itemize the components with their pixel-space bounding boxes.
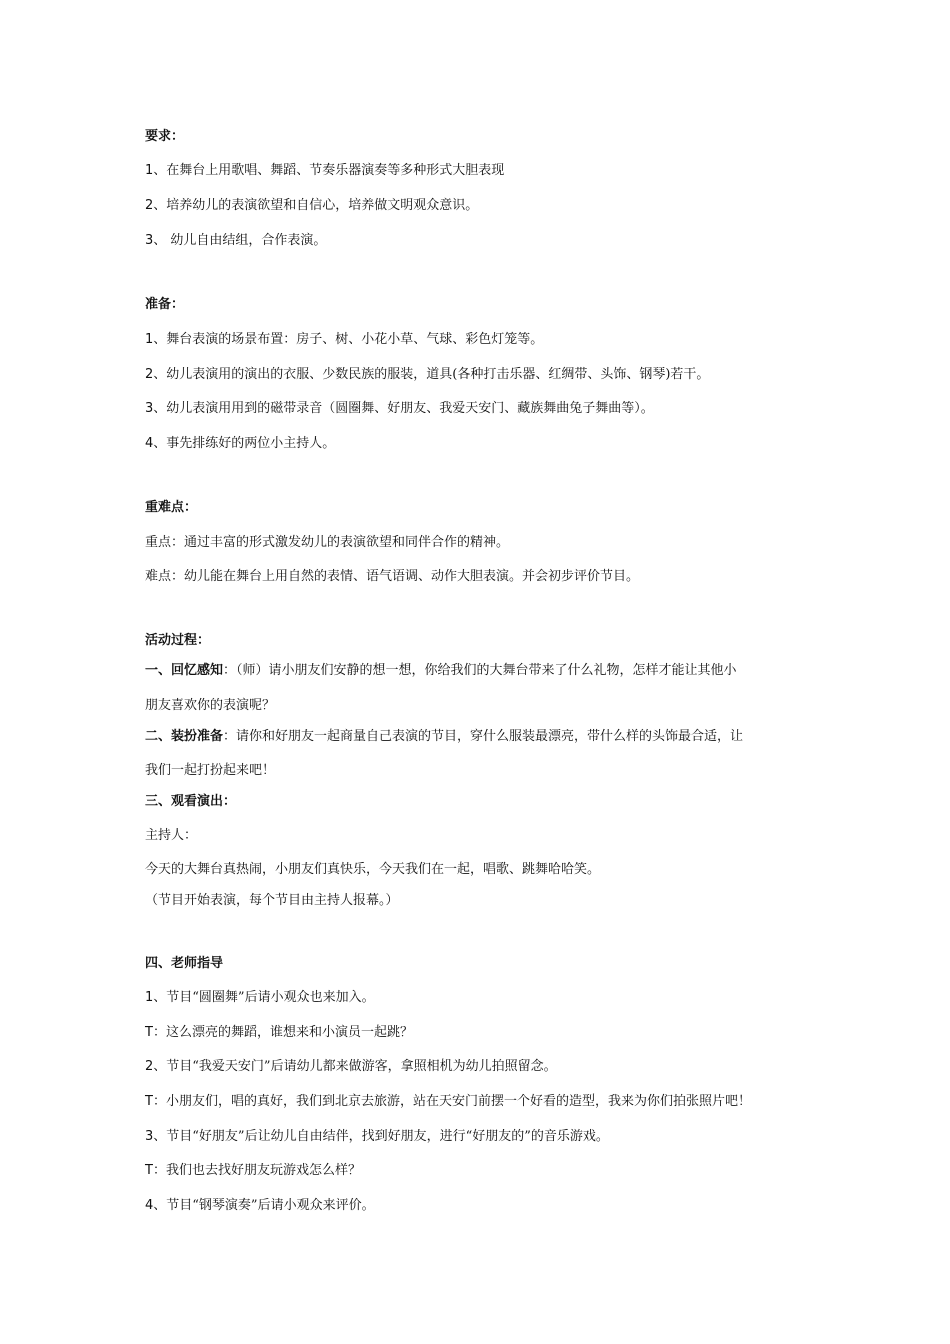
item-number: 4、 [145, 436, 167, 451]
process-step-3: 三、观看演出： [145, 794, 237, 809]
process-step-1 [145, 662, 737, 680]
host-line: 今天的大舞台真热闹，小朋友们真快乐，今天我们在一起，唱歌、跳舞哈哈笑。 [145, 862, 601, 877]
line-prefix: T [145, 1094, 153, 1109]
guidance-line [145, 1128, 609, 1146]
process-step-2 [145, 728, 743, 746]
item-text: 在舞台上用歌唱、舞蹈、节奏乐器演奏等多种形式大胆表现 [166, 163, 505, 178]
requirement-item [145, 232, 326, 250]
line-prefix: T [145, 1025, 153, 1040]
process-step-1-continued: 朋友喜欢你的表演呢？ [145, 698, 276, 713]
item-text: 幼儿表演用的演出的衣服、少数民族的服装，道具(各种打击乐器、红绸带、头饰、钢琴)若干。 [166, 367, 710, 382]
guidance-heading: 四、老师指导 [145, 956, 224, 971]
line-text: 节目“我爱天安门”后请幼儿都来做游客，拿照相机为幼儿拍照留念。 [166, 1059, 557, 1074]
item-number: 1、 [145, 332, 167, 347]
key-point-text: 重点：通过丰富的形式激发幼儿的表演欲望和同伴合作的精神。 [145, 535, 510, 550]
requirements-heading: 要求： [145, 129, 185, 144]
guidance-line [145, 1058, 557, 1076]
line-prefix: 3、 [145, 1129, 167, 1144]
item-number: 3、 [145, 233, 167, 248]
item-number: 2、 [145, 367, 167, 382]
requirement-item [145, 162, 504, 180]
item-text: 事先排练好的两位小主持人。 [166, 436, 336, 451]
key-points-heading: 重难点： [145, 500, 198, 515]
preparation-item [145, 331, 543, 349]
step-label: 二、装扮准备 [145, 729, 224, 744]
preparation-item [145, 435, 335, 453]
line-text: ：这么漂亮的舞蹈，谁想来和小演员一起跳？ [152, 1025, 413, 1040]
line-text: ：小朋友们，唱的真好，我们到北京去旅游，站在天安门前摆一个好看的造型，我来为你们拍张照片吧！ [152, 1094, 751, 1109]
item-number: 3、 [145, 401, 167, 416]
preparation-heading: 准备： [145, 297, 185, 312]
preparation-item [145, 400, 654, 418]
line-prefix: T [145, 1163, 153, 1178]
guidance-line [145, 1162, 361, 1180]
guidance-line [145, 1197, 375, 1215]
preparation-item [145, 366, 709, 384]
step-label: 一、回忆感知 [145, 663, 224, 678]
item-text: 幼儿自由结组，合作表演。 [166, 233, 327, 248]
item-text: 培养幼儿的表演欲望和自信心，培养做文明观众意识。 [166, 198, 479, 213]
process-step-2-continued: 我们一起打扮起来吧！ [145, 763, 276, 778]
line-text: 节目“圆圈舞”后请小观众也来加入。 [166, 990, 375, 1005]
step-text: ：（师）请小朋友们安静的想一想，你给我们的大舞台带来了什么礼物，怎样才能让其他小 [223, 663, 737, 678]
line-prefix: 2、 [145, 1059, 167, 1074]
line-prefix: 1、 [145, 990, 167, 1005]
process-heading: 活动过程： [145, 633, 211, 648]
step-text: ：请你和好朋友一起商量自己表演的节目，穿什么服装最漂亮，带什么样的头饰最合适，让 [223, 729, 744, 744]
host-label: 主持人： [145, 828, 198, 843]
item-number: 2、 [145, 198, 167, 213]
requirement-item [145, 197, 478, 215]
host-note: （节目开始表演，每个节目由主持人报幕。） [145, 893, 399, 908]
line-prefix: 4、 [145, 1198, 167, 1213]
difficult-point-text: 难点：幼儿能在舞台上用自然的表情、语气语调、动作大胆表演。并会初步评价节目。 [145, 569, 640, 584]
line-text: ：我们也去找好朋友玩游戏怎么样？ [152, 1163, 361, 1178]
line-text: 节目“好朋友”后让幼儿自由结伴，找到好朋友，进行“好朋友的”的音乐游戏。 [166, 1129, 609, 1144]
item-text: 舞台表演的场景布置：房子、树、小花小草、气球、彩色灯笼等。 [166, 332, 544, 347]
item-number: 1、 [145, 163, 167, 178]
guidance-line [145, 1024, 413, 1042]
line-text: 节目“钢琴演奏”后请小观众来评价。 [166, 1198, 375, 1213]
guidance-line [145, 1093, 751, 1111]
item-text: 幼儿表演用用到的磁带录音（圆圈舞、好朋友、我爱天安门、藏族舞曲兔子舞曲等）。 [166, 401, 654, 416]
guidance-line [145, 989, 375, 1007]
